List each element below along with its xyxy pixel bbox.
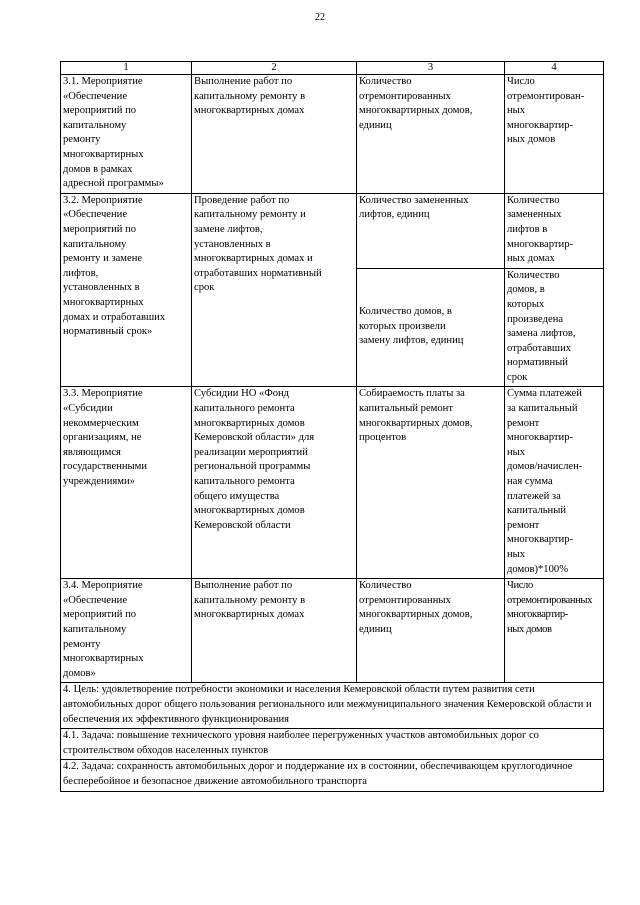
formula-text: Сумма платежей за капитальный ремонт многоквартир- ных домов/начислен- ная сумма платежей за капитальный ремонт многоквартир- ных домов)*100% [507,388,583,575]
page-number: 22 [315,12,325,23]
measure-text: 3.4. Мероприятие «Обеспечение мероприятий по капитальному ремонту многоквартирных домов» [63,580,144,679]
column-number-1: 1 [61,62,192,75]
indicator-text: Количество отремонтированных многоквартирных домов, единиц [359,580,473,635]
description-text: Выполнение работ по капитальному ремонту в многоквартирных домах [194,76,306,117]
measure-cell [61,75,192,194]
measure-cell [61,579,192,683]
measure-cell [61,193,192,387]
column-number-4: 4 [505,62,604,75]
formula-text: Число отремонтированных многоквартир- ных домов [507,580,592,635]
table-row [61,579,604,683]
formula-cell [505,268,604,387]
table-row [61,387,604,579]
formula-cell [505,193,604,268]
description-cell [192,387,357,579]
description-cell [192,579,357,683]
table-row [61,193,604,268]
column-number-2: 2 [192,62,357,75]
table-row [61,75,604,194]
task-text: 4.1. Задача: повышение технического уровня наиболее перегруженных участков автомобильных дорог со строительством обходов населенных пунктов [61,729,604,760]
indicator-cell [357,75,505,194]
formula-text: Число отремонтирован- ных многоквартир- ных домов [507,76,585,146]
table-header-row [61,62,604,75]
formula-cell [505,579,604,683]
measure-cell [61,387,192,579]
formula-cell [505,387,604,579]
goal-row [61,683,604,729]
measure-text: 3.3. Мероприятие «Субсидии некоммерческим организациям, не являющимся государственными учреждениями» [63,388,148,488]
description-text: Субсидии НО «Фонд капитального ремонта многоквартирных домов Кемеровской области» для реализации мероприятий региональной программы капитального ремонта общего имущества многоквартирных домов Кемеровской области [194,388,315,531]
description-cell [192,193,357,387]
indicator-cell [357,579,505,683]
measure-text: 3.1. Мероприятие «Обеспечение мероприятий по капитальному ремонту многоквартирных домов в рамках адресной программы» [63,76,164,190]
task-row [61,760,604,791]
goal-text: 4. Цель: удовлетворение потребности экономики и населения Кемеровской области путем развития сети автомобильных дорог общего пользования регионального или межмуниципального значения Кемеровской области и обеспечения их эффективного функционирования [61,683,604,729]
column-number-3: 3 [357,62,505,75]
formula-text: Количество замененных лифтов в многоквартир- ных домах [507,194,574,265]
formula-text: Количество домов, в которых произведена замена лифтов, отработавших нормативный срок [507,269,576,383]
indicator-cell [357,193,505,268]
description-text: Проведение работ по капитальному ремонту и замене лифтов, установленных в многоквартирных домах и отработавших нормативный срок [194,194,322,294]
indicator-text: Количество отремонтированных многоквартирных домов, единиц [359,76,473,131]
indicator-text: Количество домов, в которых произвели замену лифтов, единиц [359,306,464,347]
indicator-cell [357,387,505,579]
description-cell [192,75,357,194]
formula-cell [505,75,604,194]
description-text: Выполнение работ по капитальному ремонту в многоквартирных домах [194,580,306,621]
task-row [61,729,604,760]
indicator-cell [357,268,505,387]
task-text: 4.2. Задача: сохранность автомобильных дорог и поддержание их в состоянии, обеспечивающем круглогодичное бесперебойное и безопасное движение автомобильного транспорта [61,760,604,791]
indicators-table [60,61,604,792]
indicator-text: Собираемость платы за капитальный ремонт многоквартирных домов, процентов [359,388,473,444]
indicator-text: Количество замененных лифтов, единиц [359,194,469,221]
measure-text: 3.2. Мероприятие «Обеспечение мероприятий по капитальному ремонту и замене лифтов, установленных в многоквартирных домах и отработавших нормативный срок» [63,194,166,338]
